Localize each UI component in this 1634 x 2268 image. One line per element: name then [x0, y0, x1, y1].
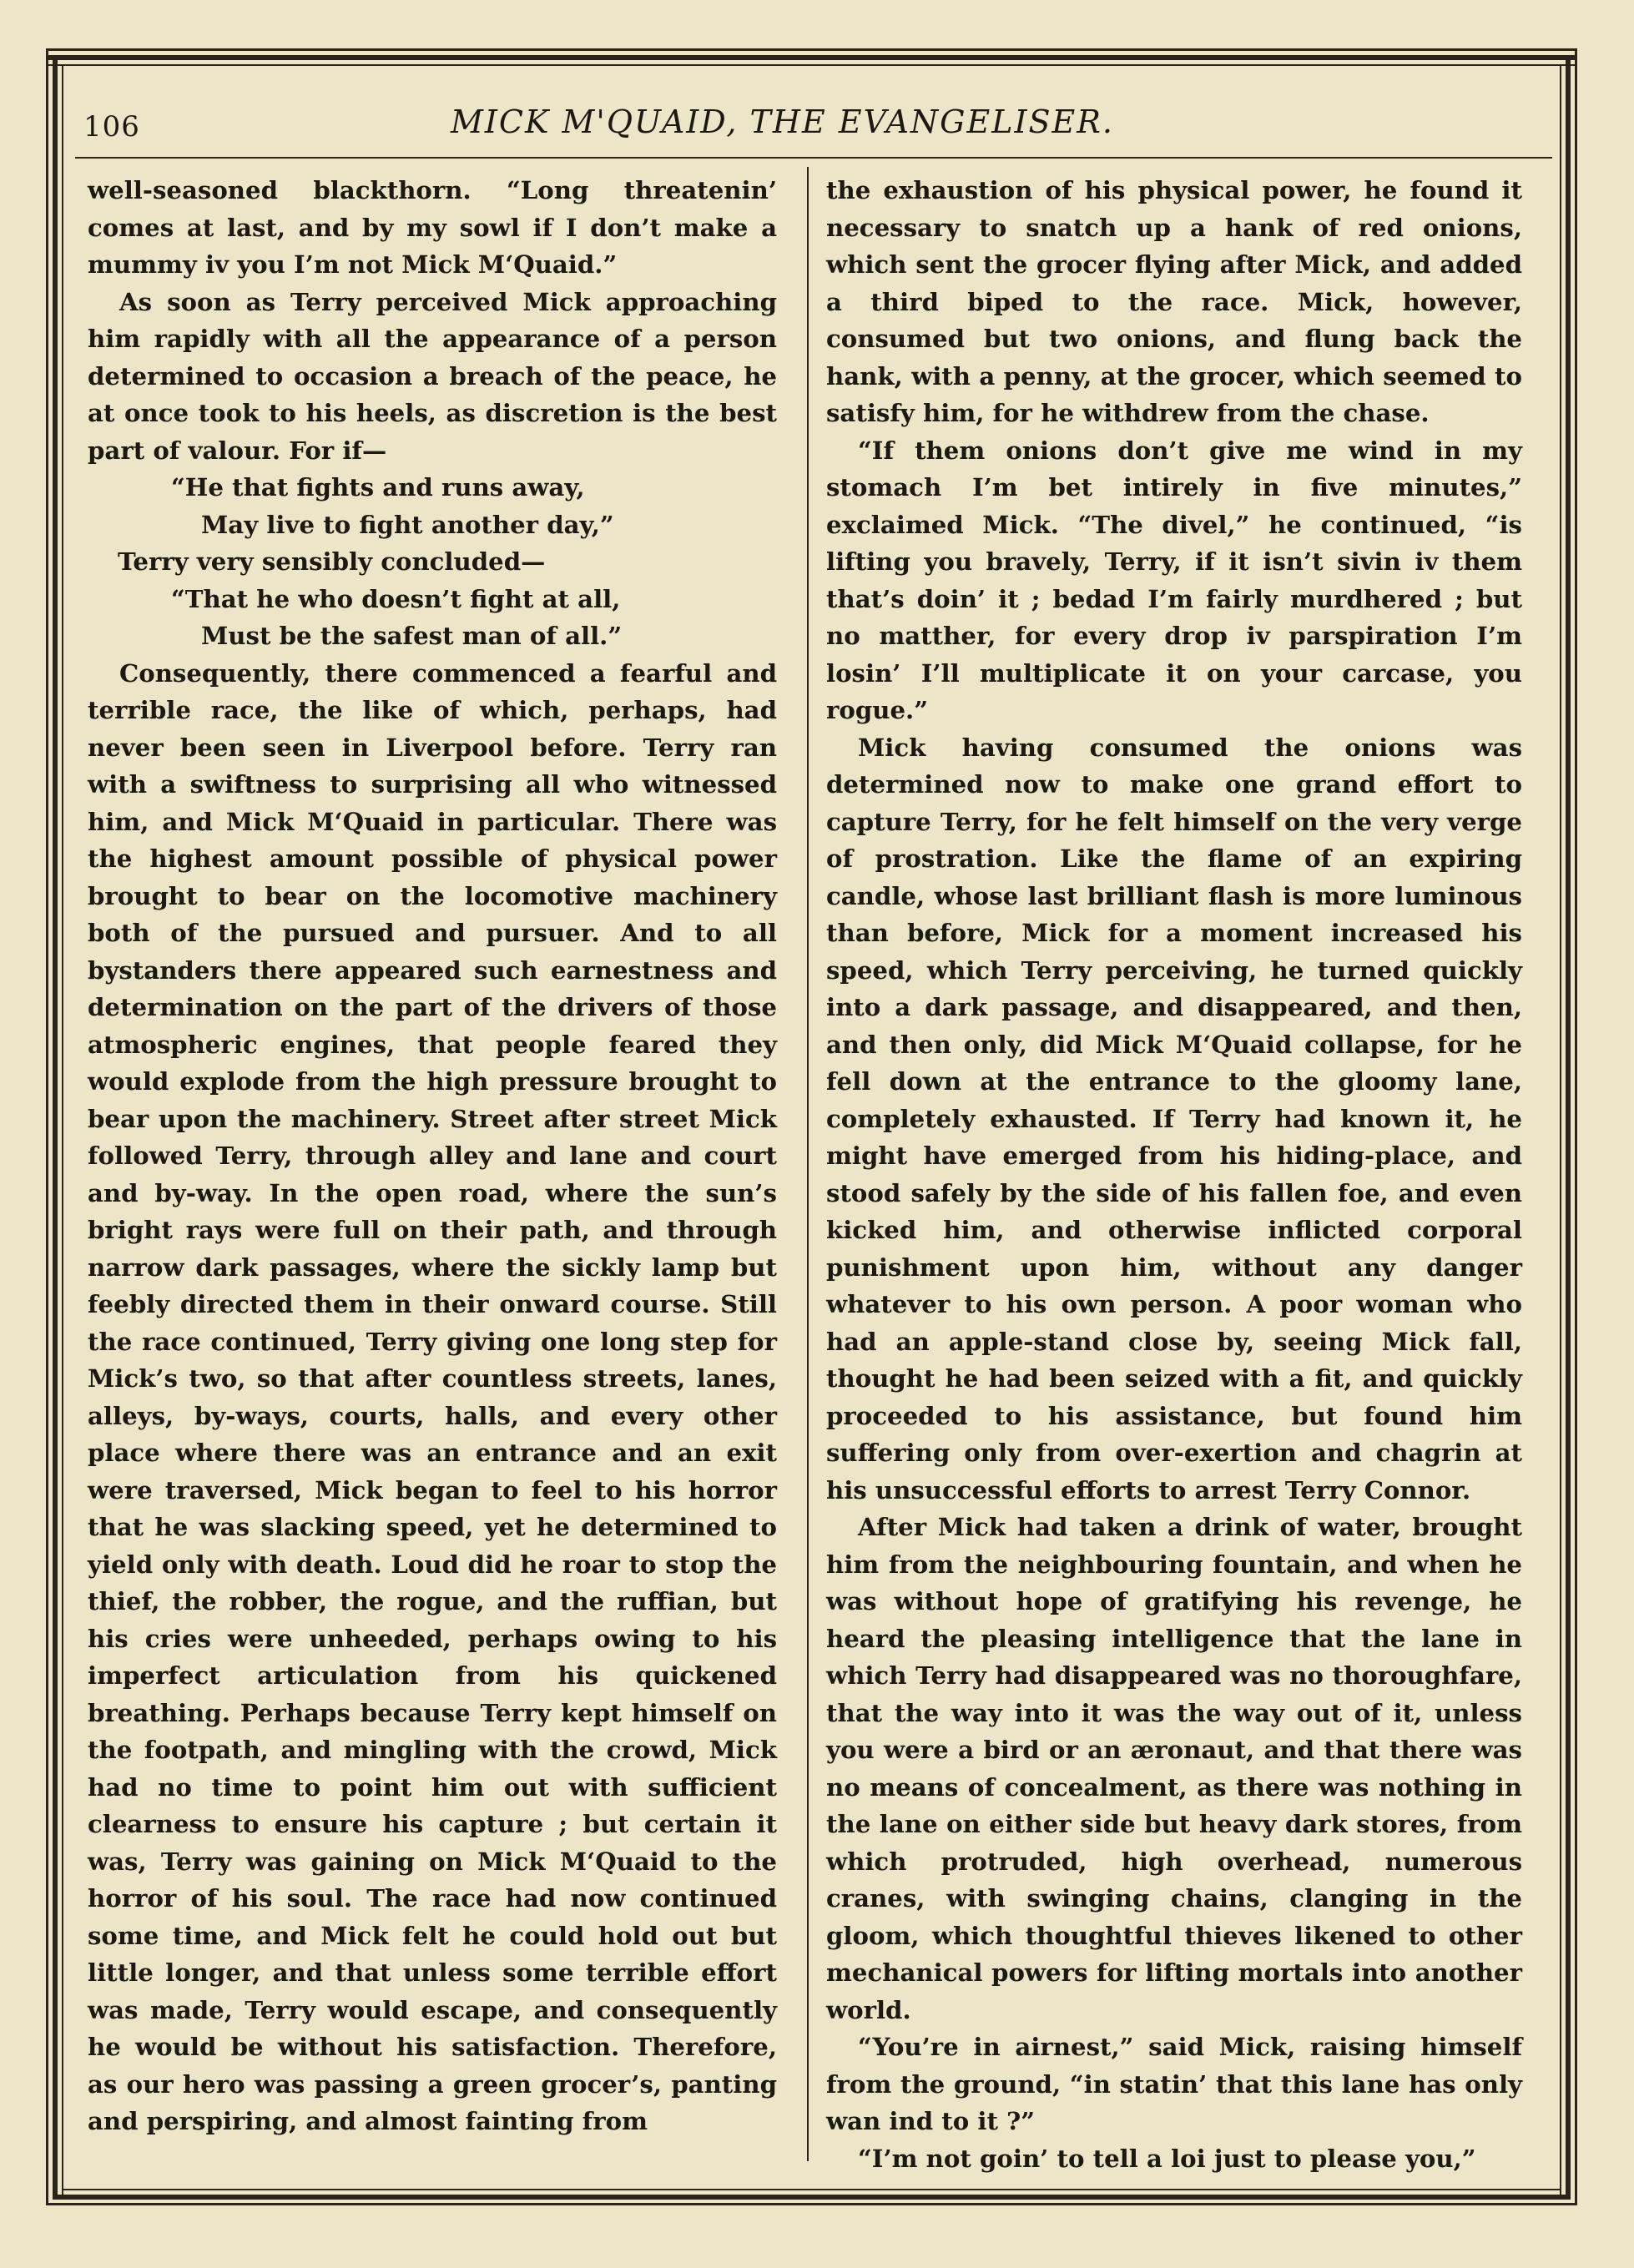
- paragraph: the exhaustion of his physical power, he found it necessary to snatch up a hank of red onions, which sent the grocer flying after Mick, and added a third biped to the race. Mick, however, consumed but two onions, and flung back the hank, with a penny, at the grocer, which seemed to satisfy him, for he withdrew from the chase.: [826, 176, 1522, 427]
- frame-rule: [46, 48, 48, 2205]
- frame-rule: [53, 55, 58, 2200]
- paragraph: “I’m not goin’ to tell a loi just to please you,”: [858, 2144, 1476, 2173]
- header-divider: [75, 157, 1552, 159]
- frame-rule: [46, 55, 1577, 60]
- page-number: 106: [83, 110, 140, 144]
- frame-rule: [46, 2203, 1577, 2205]
- verse-intro: Terry very sensibly concluded—: [118, 547, 546, 576]
- running-title: MICK M'QUAID, THE EVANGELISER.: [451, 103, 1114, 140]
- frame-rule: [1566, 55, 1571, 2200]
- verse-line: Must be the safest man of all.”: [201, 622, 623, 650]
- paragraph: As soon as Terry perceived Mick approaching him rapidly with all the appearance of a person determined to occasion a breach of the peace, he at once took to his heels, as discretion is the best part of valour. For if—: [88, 287, 777, 465]
- paragraph: “If them onions don’t give me wind in my stomach I’m bet intirely in five minutes,” exclaimed Mick. “The divel,” he continued, “is lifting you bravely, Terry, if it isn’t sivin iv them that’s doin’ it ; bedad I’m fairly murdhered ; but no matther, for every drop iv parspiration I’m losin’ I’ll multiplicate it on your carcase, you rogue.”: [826, 436, 1522, 724]
- frame-rule: [1560, 64, 1561, 2196]
- verse-line: May live to fight another day,”: [201, 510, 614, 539]
- frame-rule: [62, 2189, 1561, 2190]
- right-column: [826, 172, 1522, 2177]
- frame-rule: [62, 64, 63, 2196]
- paragraph: Mick having consumed the onions was determined now to make one grand effort to capture Terry, for he felt himself on the very verge of prostration. Like the flame of an expiring candle, whose last brilliant flash is more luminous than before, Mick for a moment increased his speed, which Terry perceiving, he turned quickly into a dark passage, and disappeared, and then, and then only, did Mick M‘Quaid collapse, for he fell down at the entrance to the gloomy lane, completely exhausted. If Terry had known it, he might have emerged from his hiding-place, and stood safely by the side of his fallen foe, and even kicked him, and otherwise inflicted corporal punishment upon him, without any danger whatever to his own person. A poor woman who had an apple-stand close by, seeing Mick fall, thought he had been seized with a fit, and quickly proceeded to his assistance, but found him suffering only from over-exertion and chagrin at his unsuccessful efforts to arrest Terry Connor.: [826, 733, 1522, 1504]
- column-divider: [807, 167, 809, 2161]
- frame-rule: [46, 48, 1577, 51]
- paragraph: “You’re in airnest,” said Mick, raising himself from the ground, “in statin’ that this lane has only wan ind to it ?”: [826, 2033, 1522, 2135]
- frame-rule: [1575, 48, 1577, 2205]
- paragraph: well-seasoned blackthorn. “Long threatenin’ comes at last, and by my sowl if I don’t make a mummy iv you I’m not Mick M‘Quaid.”: [88, 176, 777, 279]
- verse-line: “He that fights and runs away,: [171, 473, 585, 501]
- paragraph: Consequently, there commenced a fearful and terrible race, the like of which, perhaps, had never been seen in Liverpool before. Terry ran with a swiftness to surprising all who witnessed him, and Mick M‘Quaid in particular. There was the highest amount possible of physical power brought to bear on the locomotive machinery both of the pursued and pursuer. And to all bystanders there appeared such earnestness and determination on the part of the drivers of those atmospheric engines, that people feared they would explode from the high pressure brought to bear upon the machinery. Street after street Mick followed Terry, through alley and lane and court and by-way. In the open road, where the sun’s bright rays were full on their path, and through narrow dark passages, where the sickly lamp but feebly directed them in their onward course. Still the race continued, Terry giving one long step for Mick’s two, so that after countless streets, lanes, alleys, by-ways, courts, halls, and every other place where there was an entrance and an exit were traversed, Mick began to feel to his horror that he was slacking speed, yet he determined to yield only with death. Loud did he roar to stop the thief, the robber, the rogue, and the ruffian, but his cries were unheeded, perhaps owing to his imperfect articulation from his quickened breathing. Perhaps because Terry kept himself on the footpath, and mingling with the crowd, Mick had no time to point him out with sufficient clearness to ensure his capture ; but certain it was, Terry was gaining on Mick M‘Quaid to the horror of his soul. The race had now continued some time, and Mick felt he could hold out but little longer, and that unless some terrible effort was made, Terry would escape, and consequently he would be without his satisfaction. Therefore, as our hero was passing a green grocer’s, panting and perspiring, and almost fainting from: [88, 658, 777, 2135]
- left-column: [88, 172, 777, 2140]
- frame-rule: [46, 64, 1577, 66]
- verse-line: “That he who doesn’t fight at all,: [171, 584, 621, 613]
- paragraph: After Mick had taken a drink of water, brought him from the neighbouring fountain, and when he was without hope of gratifying his revenge, he heard the pleasing intelligence that the lane in which Terry had disappeared was no thoroughfare, that the way into it was the way out of it, unless you were a bird or an æronaut, and that there was no means of concealment, as there was nothing in the lane on either side but heavy dark stores, from which protruded, high overhead, numerous cranes, with swinging chains, clanging in the gloom, which thoughtful thieves likened to other mechanical powers for lifting mortals into another world.: [826, 1513, 1522, 2024]
- frame-rule: [53, 2195, 1571, 2200]
